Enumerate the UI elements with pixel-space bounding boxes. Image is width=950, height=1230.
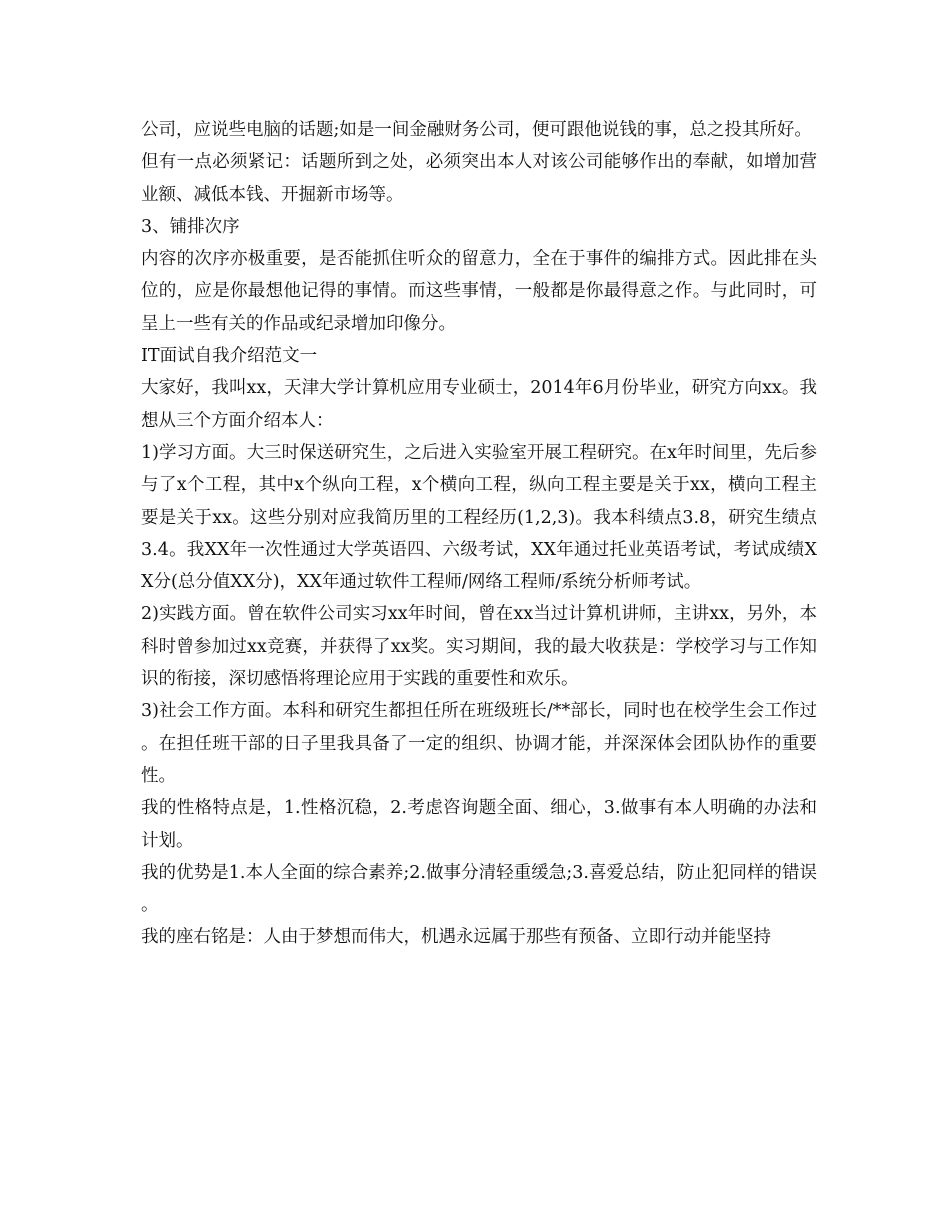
paragraph-content-order: 内容的次序亦极重要，是否能抓住听众的留意力，全在于事件的编排方式。因此排在头位的，应是你最想他记得的事情。而这些事情，一般都是你最得意之作。与此同时，可呈上一些有关的作品或纪录增加印像分。 [141, 249, 817, 334]
paragraph-strengths: 我的优势是1.本人全面的综合素养;2.做事分清轻重缓急;3.喜爱总结，防止犯同样的错误。 [141, 862, 817, 916]
document-body [141, 114, 817, 954]
paragraph-company-topic: 公司，应说些电脑的话题;如是一间金融财务公司，便可跟他说钱的事，总之投其所好。 [141, 120, 812, 140]
paragraph-practice: 2)实践方面。曾在软件公司实习xx年时间，曾在xx当过计算机讲师，主讲xx，另外，本科时曾参加过xx竞赛，并获得了xx奖。实习期间，我的最大收获是：学校学习与工作知识的衔接，深切感悟将理论应用于实践的重要性和欢乐。 [141, 604, 817, 690]
paragraph-personality: 我的性格特点是，1.性格沉稳，2.考虑咨询题全面、细心，3.做事有本人明确的办法和计划。 [141, 798, 817, 851]
paragraph-contribution-note: 但有一点必须紧记：话题所到之处，必须突出本人对该公司能够作出的奉献，如增加营业额、减低本钱、开掘新市场等。 [141, 152, 817, 205]
paragraph-study: 1)学习方面。大三时保送研究生，之后进入实验室开展工程研究。在x年时间里，先后参与了x个工程，其中x个纵向工程，x个横向工程，纵向工程主要是关于xx，横向工程主要是关于xx。这些分别对应我简历里的工程经历(1,2,3)。我本科绩点3.8，研究生绩点3.4。我XX年一次性通过大学英语四、六级考试，XX年通过托业英语考试，考试成绩XX分(总分值XX分)，XX年通过软件工程师/网络工程师/系统分析师考试。 [141, 442, 817, 593]
paragraph-greeting: 大家好，我叫xx，天津大学计算机应用专业硕士，2014年6月份毕业，研究方向xx。我想从三个方面介绍本人： [141, 378, 817, 431]
section-heading-sample: IT面试自我介绍范文一 [141, 346, 318, 367]
paragraph-social-work: 3)社会工作方面。本科和研究生都担任所在班级班长/**部长，同时也在校学生会工作过。在担任班干部的日子里我具备了一定的组织、协调才能，并深深体会团队协作的重要性。 [141, 701, 817, 786]
section-heading-order: 3、铺排次序 [141, 216, 240, 237]
paragraph-motto: 我的座右铭是：人由于梦想而伟大，机遇永远属于那些有预备、立即行动并能坚持 [141, 927, 771, 948]
